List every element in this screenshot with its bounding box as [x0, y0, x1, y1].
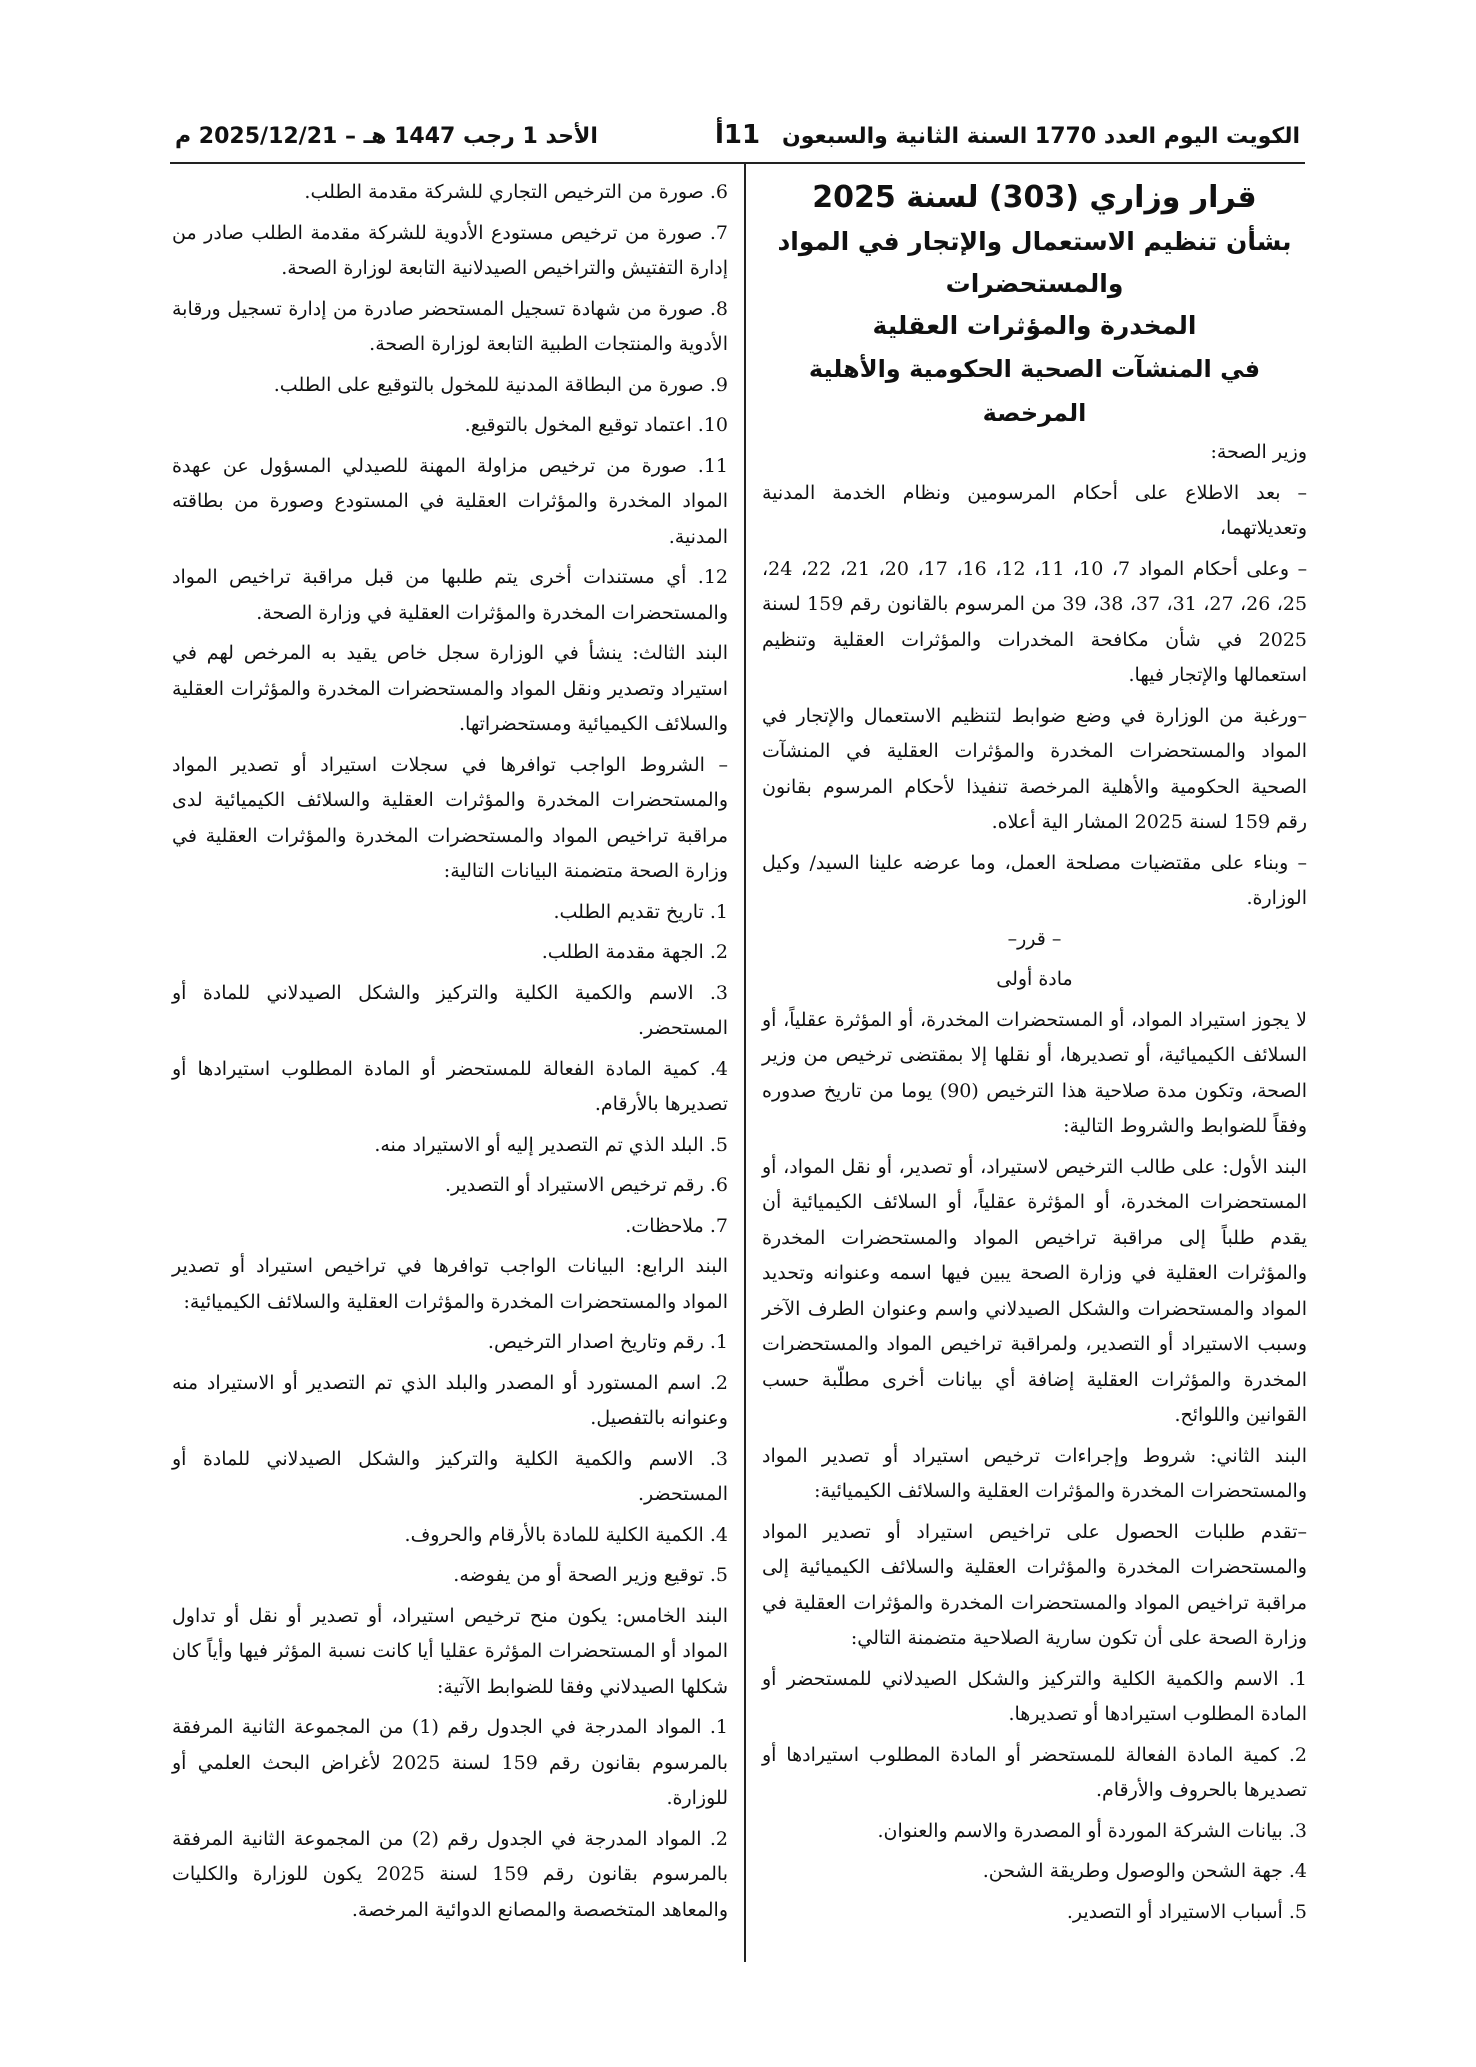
- list-item: 7. صورة من ترخيص مستودع الأدوية للشركة مقدمة الطلب صادر من إدارة التفتيش والتراخيص الصيدلانية التابعة لوزارة الصحة.: [172, 221, 728, 279]
- list-item: 9. صورة من البطاقة المدنية للمخول بالتوقيع على الطلب.: [273, 373, 728, 396]
- column-divider: [744, 162, 746, 1962]
- list-item: 2. الجهة مقدمة الطلب.: [541, 941, 728, 963]
- header-date: الأحد 1 رجب 1447 هـ – 2025/12/21 م: [175, 124, 598, 149]
- clause-paragraph: البند الثالث: ينشأ في الوزارة سجل خاص يقيد به المرخص لهم في استيراد وتصدير ونقل المواد والمستحضرات المخدرة والمؤثرات العقلية والسلائف الكيميائية ومستحضراتها.: [172, 642, 728, 735]
- article-paragraph: البند الأول: على طالب الترخيص لاستيراد، أو تصدير، أو نقل المواد، أو المستحضرات المخدرة، أو المؤثرة عقلياً، أو السلائف الكيميائية أن يقدم طلباً إلى مراقبة تراخيص المواد والمستحضرات المخدرة والمؤثرات العقلية في وزارة الصحة يبين فيها اسمه وعنوانه وتحديد المواد والمستحضرات والشكل الصيدلاني واسم وعنوان الطرف الآخر وسبب الاستيراد أو التصدير، ولمراقبة تراخيص المواد والمستحضرات المخدرة والمؤثرات العقلية إضافة أي بيانات أخرى مطلّبة حسب القوانين واللوائح.: [762, 1155, 1307, 1426]
- list-item: 4. كمية المادة الفعالة للمستحضر أو المادة المطلوب استيرادها أو تصديرها بالأرقام.: [172, 1057, 728, 1115]
- list-item: 7. ملاحظات.: [625, 1214, 728, 1237]
- header-page-number: 11أ: [714, 120, 761, 150]
- header-issue: الكويت اليوم العدد 1770 السنة الثانية والسبعون: [781, 124, 1300, 149]
- list-item: 1. رقم وتاريخ اصدار الترخيص.: [487, 1331, 728, 1353]
- article-paragraph: البند الثاني: شروط وإجراءات ترخيص استيراد أو تصدير المواد والمستحضرات المخدرة والمؤثرات العقلية والسلائف الكيميائية:: [762, 1444, 1307, 1502]
- list-item: 1. المواد المدرجة في الجدول رقم (1) من المجموعة الثانية المرفقة بالمرسوم بقانون رقم 159 لسنة 2025 لأغراض البحث العلمي أو للوزارة.: [172, 1716, 728, 1809]
- list-item: 3. الاسم والكمية الكلية والتركيز والشكل الصيدلاني للمادة أو المستحضر.: [172, 1447, 728, 1505]
- preamble-paragraph: – بعد الاطلاع على أحكام المرسومين ونظام الخدمة المدنية وتعديلاتهما،: [762, 481, 1307, 539]
- preamble-paragraph: وزير الصحة:: [1210, 441, 1307, 463]
- right-column: [762, 175, 1307, 1935]
- decree-title: قرار وزاري (303) لسنة 2025: [812, 180, 1257, 215]
- list-item: 5. البلد الذي تم التصدير إليه أو الاستيراد منه.: [374, 1133, 728, 1156]
- list-item: 11. صورة من ترخيص مزاولة المهنة للصيدلي المسؤول عن عهدة المواد المخدرة والمؤثرات العقلية في المستودع وصورة من بطاقته المدنية.: [172, 454, 728, 548]
- list-item: 12. أي مستندات أخرى يتم طلبها من قبل مراقبة تراخيص المواد والمستحضرات المخدرة والمؤثرات العقلية في وزارة الصحة.: [172, 566, 728, 624]
- left-column: [172, 175, 728, 1933]
- clause-paragraph: – الشروط الواجب توافرها في سجلات استيراد أو تصدير المواد والمستحضرات المخدرة والمؤثرات العقلية والسلائف الكيميائية لدى مراقبة تراخيص المواد والمستحضرات المخدرة والمؤثرات العقلية في وزارة الصحة متضمنة البيانات التالية:: [172, 753, 728, 882]
- list-item: 2. كمية المادة الفعالة للمستحضر أو المادة المطلوب استيرادها أو تصديرها بالحروف والأرقام.: [762, 1743, 1307, 1801]
- article-heading: مادة أولى: [996, 968, 1073, 990]
- decided-heading: – قرر–: [1007, 927, 1062, 950]
- list-item: 10. اعتماد توقيع المخول بالتوقيع.: [464, 414, 728, 436]
- list-item: 4. الكمية الكلية للمادة بالأرقام والحروف.: [404, 1523, 728, 1546]
- list-item: 3. بيانات الشركة الموردة أو المصدرة والاسم والعنوان.: [877, 1819, 1307, 1842]
- list-item: 6. صورة من الترخيص التجاري للشركة مقدمة الطلب.: [304, 181, 728, 203]
- decree-subtitle-1: بشأن تنظيم الاستعمال والإتجار في المواد والمستحضرات: [777, 227, 1292, 298]
- list-item: 2. اسم المستورد أو المصدر والبلد الذي تم التصدير أو الاستيراد منه وعنوانه بالتفصيل.: [172, 1371, 728, 1429]
- list-item: 2. المواد المدرجة في الجدول رقم (2) من المجموعة الثانية المرفقة بالمرسوم بقانون رقم 159 لسنة 2025 يكون للوزارة والكليات والمعاهد المتخصصة والمصانع الدوائية المرخصة.: [172, 1827, 728, 1921]
- article-paragraph: لا يجوز استيراد المواد، أو المستحضرات المخدرة، أو المؤثرة عقلياً، أو السلائف الكيميائية، أو تصديرها، أو نقلها إلا بمقتضى ترخيص من وزير الصحة، وتكون مدة صلاحية هذا الترخيص (90) يوما من تاريخ صدوره وفقاً للضوابط والشروط التالية:: [762, 1008, 1307, 1137]
- preamble-paragraph: – وبناء على مقتضيات مصلحة العمل، وما عرضه علينا السيد/ وكيل الوزارة.: [762, 851, 1307, 909]
- list-item: 3. الاسم والكمية الكلية والتركيز والشكل الصيدلاني للمادة أو المستحضر.: [172, 981, 728, 1039]
- list-item: 5. أسباب الاستيراد أو التصدير.: [1066, 1900, 1307, 1923]
- clause-paragraph: البند الخامس: يكون منح ترخيص استيراد، أو تصدير أو نقل أو تداول المواد أو المستحضرات المؤثرة عقليا أيا كانت نسبة المؤثر فيها وأياً كان شكلها الصيدلاني وفقا للضوابط الآتية:: [172, 1604, 728, 1698]
- page-header: [175, 118, 1300, 158]
- decree-subtitle-3: في المنشآت الصحية الحكومية والأهلية المرخصة: [808, 355, 1261, 427]
- article-paragraph: –تقدم طلبات الحصول على تراخيص استيراد أو تصدير المواد والمستحضرات المخدرة والمؤثرات العقلية والسلائف الكيميائية إلى مراقبة تراخيص المواد والمستحضرات المخدرة والمؤثرات العقلية في وزارة الصحة على أن تكون سارية الصلاحية متضمنة التالي:: [762, 1520, 1307, 1649]
- clause-paragraph: البند الرابع: البيانات الواجب توافرها في تراخيص استيراد أو تصدير المواد والمستحضرات المخدرة والمؤثرات العقلية والسلائف الكيميائية:: [172, 1255, 728, 1313]
- list-item: 8. صورة من شهادة تسجيل المستحضر صادرة من إدارة تسجيل ورقابة الأدوية والمنتجات الطبية التابعة لوزارة الصحة.: [172, 297, 728, 355]
- list-item: 5. توقيع وزير الصحة أو من يفوضه.: [453, 1564, 728, 1586]
- list-item: 4. جهة الشحن والوصول وطريقة الشحن.: [982, 1860, 1307, 1882]
- list-item: 6. رقم ترخيص الاستيراد أو التصدير.: [444, 1174, 728, 1196]
- list-item: 1. تاريخ تقديم الطلب.: [553, 900, 728, 923]
- decree-subtitle-2: المخدرة والمؤثرات العقلية: [872, 311, 1197, 340]
- header-rule: [170, 162, 1305, 164]
- preamble-paragraph: – وعلى أحكام المواد 7، 10، 11، 12، 16، 17، 20، 21، 22، 24، 25، 26، 27، 31، 37، 38، 39 من المرسوم بالقانون رقم 159 لسنة 2025 في شأن مكافحة المخدرات والمؤثرات العقلية وتنظيم استعمالها والإتجار فيها.: [762, 557, 1308, 686]
- preamble-paragraph: –ورغبة من الوزارة في وضع ضوابط لتنظيم الاستعمال والإتجار في المواد والمستحضرات المخدرة والمؤثرات العقلية في المنشآت الصحية الحكومية والأهلية المرخصة تنفيذا لأحكام المرسوم بقانون رقم 159 لسنة 2025 المشار الية أعلاه.: [762, 704, 1307, 833]
- list-item: 1. الاسم والكمية الكلية والتركيز والشكل الصيدلاني للمستحضر أو المادة المطلوب استيرادها أو تصديرها.: [762, 1667, 1307, 1725]
